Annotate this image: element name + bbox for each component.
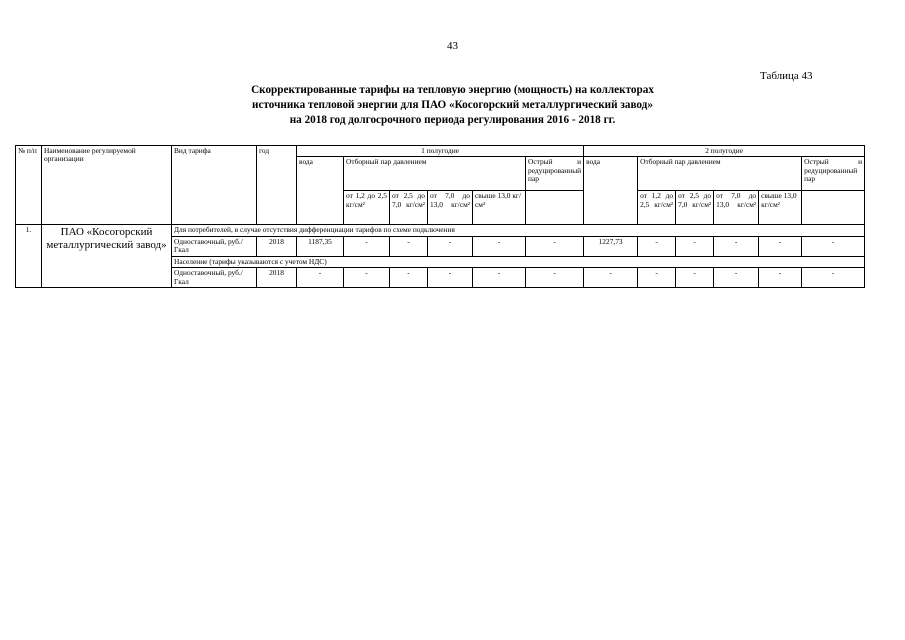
row-1-h2-water: 1227,73 [584,236,638,256]
row-2-h2-p3: - [714,268,759,288]
row-2-h2-sharp: - [802,268,865,288]
header-h2-p1: от 1,2 до 2,5 кг/см² [638,191,676,225]
row-1-h2-p2: - [676,236,714,256]
header-h1-p3: от 7,0 до 13,0 кг/см² [428,191,473,225]
title-line-3: на 2018 год долгосрочного периода регулирования 2016 - 2018 гг. [289,114,616,126]
row-2-h1-p2: - [390,268,428,288]
header-half-2: 2 полугодие [584,146,865,157]
row-1-year: 2018 [257,236,297,256]
title-line-1: Скорректированные тарифы на тепловую энергию (мощность) на коллекторах [251,84,654,96]
row-1-h2-p3: - [714,236,759,256]
header-h2-water: вода [584,157,638,225]
row-1-h2-sharp: - [802,236,865,256]
header-half-1: 1 полугодие [297,146,584,157]
row-1-h1-p4: - [473,236,526,256]
row-1-h1-p2: - [390,236,428,256]
row-1-h1-p1: - [344,236,390,256]
row-2-h2-p4: - [759,268,802,288]
header-h1-water: вода [297,157,344,225]
header-h1-sharp-steam: Острый и редуцированный пар [526,157,584,191]
header-h1-blank [526,191,584,225]
row-2-year: 2018 [257,268,297,288]
header-h2-p4: свыше 13,0 кг/см² [759,191,802,225]
org-name: ПАО «Косогорский металлургический завод» [42,225,172,288]
row-2-h1-p1: - [344,268,390,288]
row-number: 1. [16,225,42,288]
header-h2-blank [802,191,865,225]
section-consumers: Для потребителей, в случае отсутствия дифференциации тарифов по схеме подключения [172,225,865,236]
row-2-h2-p1: - [638,268,676,288]
row-2-h1-sharp: - [526,268,584,288]
title-line-2: источника тепловой энергии для ПАО «Косогорский металлургический завод» [252,99,653,111]
row-1-h2-p4: - [759,236,802,256]
row-1-h1-water: 1187,35 [297,236,344,256]
row-2-h1-p3: - [428,268,473,288]
header-h2-p3: от 7,0 до 13,0 кг/см² [714,191,759,225]
row-2-h2-water: - [584,268,638,288]
row-1-h2-p1: - [638,236,676,256]
header-h1-p1: от 1,2 до 2,5 кг/см² [344,191,390,225]
header-h2-steam: Отборный пар давлением [638,157,802,191]
header-h2-sharp-steam: Острый и редуцированный пар [802,157,865,191]
header-num: № п/п [16,146,42,225]
header-h1-p4: свыше 13,0 кг/см² [473,191,526,225]
table-label: Таблица 43 [760,70,813,82]
section-population: Население (тарифы указываются с учетом НДС) [172,256,865,267]
header-tariff-type: Вид тарифа [172,146,257,225]
row-2-h1-water: - [297,268,344,288]
row-2-tariff: Одноставочный, руб./Гкал [172,268,257,288]
tariffs-table [15,145,865,288]
row-2-h1-p4: - [473,268,526,288]
header-org: Наименование регулируемой организации [42,146,172,225]
header-h1-p2: от 2,5 до 7,0 кг/см² [390,191,428,225]
header-year: год [257,146,297,225]
page-number: 43 [447,40,458,52]
row-1-tariff: Одноставочный, руб./Гкал [172,236,257,256]
table-title [0,83,905,128]
section-row-1 [16,225,865,236]
row-1-h1-p3: - [428,236,473,256]
header-row-1 [16,146,865,157]
header-h1-steam: Отборный пар давлением [344,157,526,191]
header-h2-p2: от 2,5 до 7,0 кг/см² [676,191,714,225]
row-2-h2-p2: - [676,268,714,288]
row-1-h1-sharp: - [526,236,584,256]
